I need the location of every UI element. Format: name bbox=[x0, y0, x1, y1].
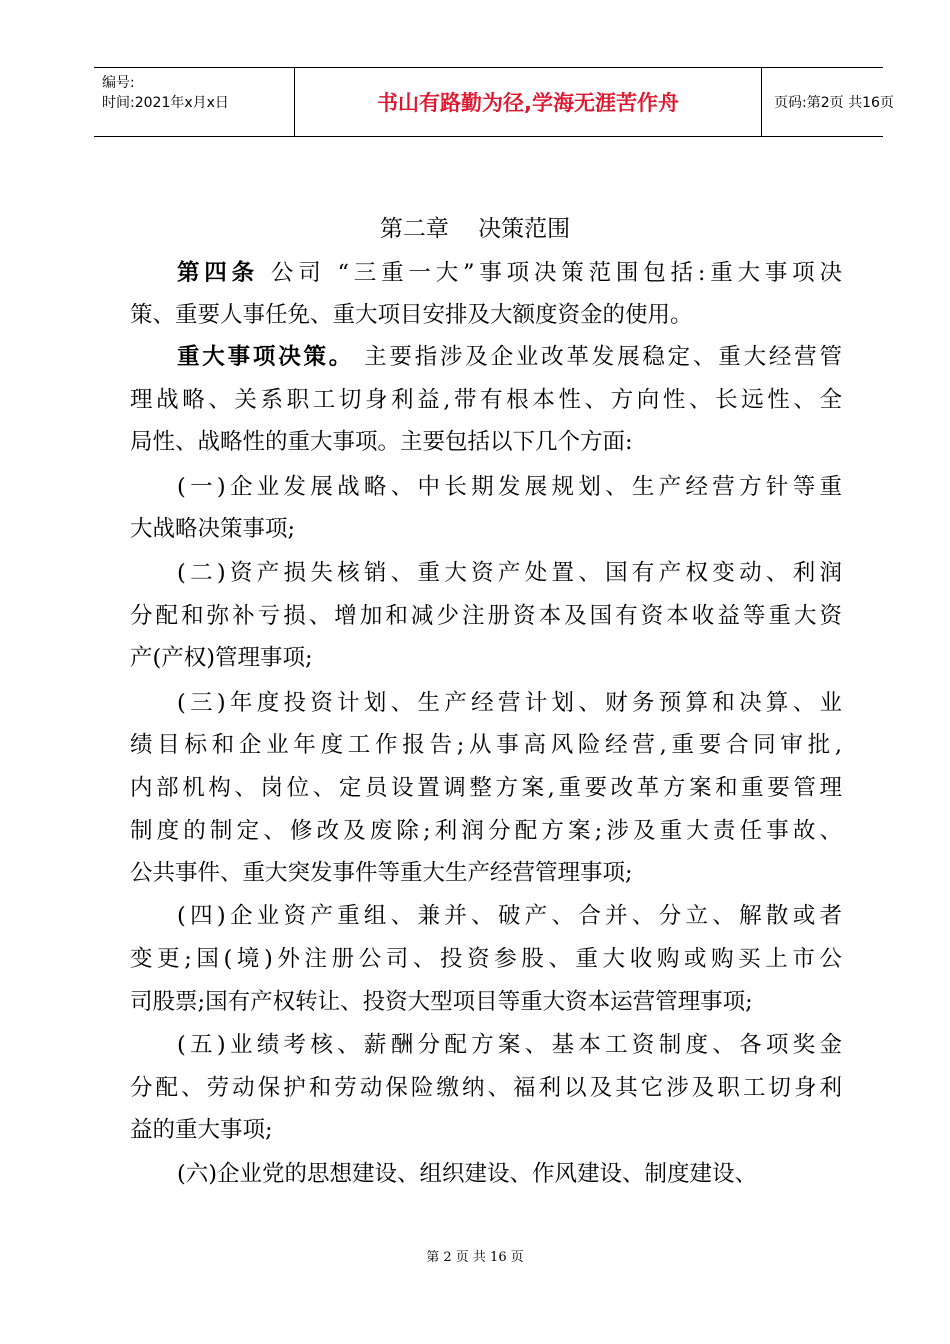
line-text: 分配、劳动保护和劳动保险缴纳、福利以及其它涉及职工切身利 bbox=[130, 1075, 842, 1101]
header-meta bbox=[94, 68, 294, 136]
body-line bbox=[130, 385, 842, 415]
line-text: 公司 “三重一大”事项决策范围包括:重大事项决 bbox=[258, 260, 842, 286]
line-text: 益的重大事项; bbox=[130, 1117, 273, 1143]
line-text: 内部机构、岗位、定员设置调整方案,重要改革方案和重要管理 bbox=[130, 775, 842, 801]
body-line bbox=[177, 688, 842, 718]
line-text: 产(产权)管理事项; bbox=[130, 645, 313, 671]
line-text: 局性、战略性的重大事项。主要包括以下几个方面: bbox=[130, 429, 633, 455]
line-text: (一)企业发展战略、中长期发展规划、生产经营方针等重 bbox=[177, 474, 842, 500]
body-line bbox=[130, 1115, 842, 1145]
article-heading: 重大事项决策。 bbox=[177, 344, 355, 370]
body-line bbox=[130, 816, 842, 846]
line-text: 司股票;国有产权转让、投资大型项目等重大资本运营管理事项; bbox=[130, 989, 753, 1015]
line-text: 绩目标和企业年度工作报告;从事高风险经营,重要合同审批, bbox=[130, 732, 842, 758]
body-line bbox=[177, 1159, 842, 1189]
line-text: 分配和弥补亏损、增加和减少注册资本及国有资本收益等重大资 bbox=[130, 603, 842, 629]
body-line bbox=[130, 514, 842, 544]
body-line bbox=[130, 773, 842, 803]
body-line bbox=[130, 987, 842, 1017]
body-line bbox=[177, 901, 842, 931]
number-label: 编号: bbox=[102, 75, 135, 91]
line-text: (二)资产损失核销、重大资产处置、国有产权变动、利润 bbox=[177, 560, 842, 586]
body-line bbox=[177, 1030, 842, 1060]
article-heading: 第四条 bbox=[177, 260, 259, 286]
body-line bbox=[130, 601, 842, 631]
header-motto: 书山有路勤为径,学海无涯苦作舟 bbox=[294, 68, 762, 136]
body-line bbox=[130, 300, 842, 330]
body-line bbox=[130, 944, 842, 974]
page-footer: 第 2 页 共 16 页 bbox=[426, 1250, 524, 1265]
line-text: 公共事件、重大突发事件等重大生产经营管理事项; bbox=[130, 860, 633, 886]
body-line bbox=[177, 558, 842, 588]
body-line bbox=[130, 730, 842, 760]
body-line bbox=[130, 858, 842, 888]
line-text: 制度的制定、修改及废除;利润分配方案;涉及重大责任事故、 bbox=[130, 818, 842, 844]
document-header bbox=[94, 67, 894, 137]
line-text: 策、重要人事任免、重大项目安排及大额度资金的使用。 bbox=[130, 302, 693, 328]
body-line bbox=[130, 427, 842, 457]
body-line bbox=[177, 472, 842, 502]
line-text: (五)业绩考核、薪酬分配方案、基本工资制度、各项奖金 bbox=[177, 1032, 842, 1058]
body-line bbox=[177, 258, 842, 288]
line-text: 大战略决策事项; bbox=[130, 516, 296, 542]
body-line bbox=[177, 342, 842, 372]
body-line bbox=[130, 1073, 842, 1103]
line-text: (三)年度投资计划、生产经营计划、财务预算和决算、业 bbox=[177, 690, 842, 716]
header-page-info: 页码:第2页 共16页 bbox=[774, 95, 894, 111]
line-text: (六)企业党的思想建设、组织建设、作风建设、制度建设、 bbox=[177, 1161, 758, 1187]
line-text: 主要指涉及企业改革发展稳定、重大经营管 bbox=[354, 344, 842, 370]
time-label: 时间:2021年x月x日 bbox=[102, 95, 229, 111]
line-text: 变更;国(境)外注册公司、投资参股、重大收购或购买上市公 bbox=[130, 946, 842, 972]
chapter-title: 第二章 决策范围 bbox=[379, 216, 571, 242]
line-text: 理战略、关系职工切身利益,带有根本性、方向性、长远性、全 bbox=[130, 387, 842, 413]
body-line bbox=[130, 643, 842, 673]
line-text: (四)企业资产重组、兼并、破产、合并、分立、解散或者 bbox=[177, 903, 842, 929]
